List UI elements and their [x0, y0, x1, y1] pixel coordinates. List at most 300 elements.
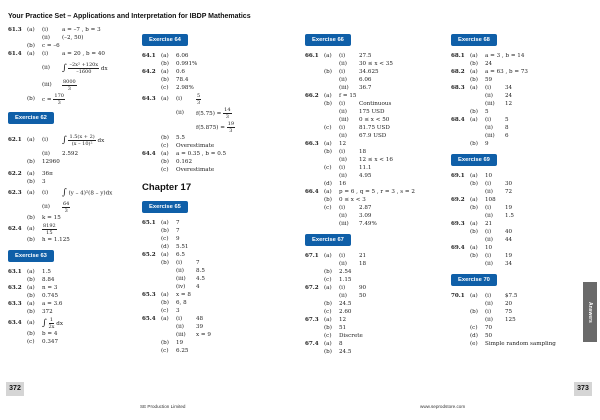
answer-row	[8, 268, 136, 276]
subpart-label: (i)	[176, 316, 183, 322]
answer-row	[142, 235, 292, 243]
answer-row	[451, 228, 591, 236]
answer-value: 72	[505, 189, 513, 195]
answer-value: 9	[176, 236, 180, 242]
answer-value: c = –6	[42, 43, 60, 49]
answer-row	[451, 188, 591, 196]
part-label: (a)	[324, 93, 332, 99]
answer-row	[305, 116, 445, 124]
part-label: (b)	[27, 179, 35, 185]
answer-value: x = 9	[196, 332, 211, 338]
answer-value: c = $\frac{170}{3}$	[42, 92, 64, 106]
answer-row	[451, 220, 591, 228]
part-label: (a)	[470, 53, 478, 59]
answer-value: f = 15	[339, 93, 357, 99]
answer-row	[451, 308, 591, 316]
answer-row	[305, 260, 445, 268]
answer-row	[305, 196, 445, 204]
subpart-label: (i)	[339, 253, 346, 259]
part-label: (d)	[324, 181, 332, 187]
subpart-label: (i)	[485, 253, 492, 259]
subpart-label: (ii)	[42, 151, 50, 157]
part-label: (b)	[161, 77, 169, 83]
answer-row	[8, 300, 136, 308]
answer-value: 12	[339, 317, 347, 323]
answer-value	[196, 93, 292, 106]
answer-value: 21	[359, 253, 367, 259]
answer-row	[451, 84, 591, 92]
question-number: 65.3	[142, 292, 156, 298]
integral-sign: ∫	[42, 318, 47, 328]
part-label: (b)	[161, 228, 169, 234]
question-number: 61.4	[8, 51, 22, 57]
answer-value: 11.1	[359, 165, 372, 171]
answer-row	[142, 243, 292, 251]
exercise-heading: Exercise 63	[8, 250, 54, 262]
answer-value: 1.5	[42, 269, 51, 275]
answer-value: f(5.875) = $\frac{19}{3}$	[196, 120, 235, 134]
answer-row	[305, 84, 445, 92]
subpart-label: (ii)	[339, 293, 347, 299]
subpart-label: (ii)	[485, 317, 493, 323]
answer-row	[451, 324, 591, 332]
answer-row	[305, 148, 445, 156]
answer-row	[8, 284, 136, 292]
exercise-heading: Exercise 67	[305, 234, 351, 246]
answer-row	[451, 92, 591, 100]
part-label: (c)	[161, 308, 169, 314]
fraction: $\frac{8000}{3}$	[63, 78, 76, 92]
answer-value: 10	[485, 173, 493, 179]
part-label: (a)	[27, 269, 35, 275]
fraction: $\frac{14}{3}$	[224, 106, 231, 120]
answer-row	[305, 68, 445, 76]
answer-value: 7	[196, 260, 200, 266]
part-label: (b)	[161, 61, 169, 67]
part-label: (a)	[27, 171, 35, 177]
question-number: 63.4	[8, 320, 22, 326]
subpart-label: (iv)	[176, 284, 186, 290]
answer-row	[305, 252, 445, 260]
part-label: (b)	[470, 309, 478, 315]
answer-row	[142, 227, 292, 235]
answer-value	[62, 79, 136, 92]
answer-row	[8, 26, 136, 34]
part-label: (a)	[470, 117, 478, 123]
question-number: 66.3	[305, 141, 319, 147]
part-label: (b)	[324, 69, 332, 75]
answer-value: 20	[505, 301, 513, 307]
answer-value: 4.5	[196, 276, 205, 282]
answer-value: 19	[176, 340, 184, 346]
answer-value: 67.9 USD	[359, 133, 387, 139]
answer-row	[305, 124, 445, 132]
answer-row	[451, 340, 591, 348]
subpart-label: (ii)	[485, 237, 493, 243]
answer-row	[305, 132, 445, 140]
fraction: $\frac{1.5(x + 2)}{\text{(x – 10)²}}$	[69, 133, 95, 147]
subpart-label: (i)	[339, 149, 346, 155]
answer-value: 50	[485, 333, 493, 339]
answer-value: ∫ $\frac{1.5(x + 2)}{\text{(x – 10)²}}$ dx	[62, 133, 105, 147]
question-number: 67.1	[305, 253, 319, 259]
answer-value: a = 3.6	[42, 301, 63, 307]
answer-value: 36π	[42, 171, 53, 177]
answer-row	[451, 52, 591, 60]
answer-value: 0.347	[42, 339, 59, 345]
answers-column-2	[142, 26, 292, 355]
answer-value: ∫ $\frac{\text{–2x² +120x}}{-1600}$ dx	[62, 61, 108, 75]
part-label: (a)	[324, 253, 332, 259]
answer-value: a = –7 , b = 3	[62, 27, 101, 33]
answer-value: 44	[505, 237, 513, 243]
question-number: 62.3	[8, 190, 22, 196]
answer-row	[142, 347, 292, 355]
part-label: (b)	[324, 349, 332, 355]
answer-value: 6.5	[176, 252, 185, 258]
part-label: (a)	[324, 141, 332, 147]
answer-value	[42, 223, 136, 236]
answer-row	[305, 204, 445, 212]
answer-row	[8, 42, 136, 50]
answer-value: 1.5	[505, 213, 514, 219]
answer-value: 0 ≤ x < 50	[359, 117, 390, 123]
answer-row	[8, 50, 136, 58]
answer-value: 12	[505, 101, 513, 107]
part-label: (b)	[470, 229, 478, 235]
part-label: (c)	[470, 325, 478, 331]
answer-row	[8, 338, 136, 346]
answer-row	[8, 276, 136, 284]
answer-value: 3	[42, 179, 46, 185]
answer-value: 48	[196, 316, 204, 322]
answer-row	[305, 276, 445, 284]
question-number: 62.4	[8, 226, 22, 232]
answer-row	[305, 340, 445, 348]
part-label: (c)	[161, 236, 169, 242]
answer-row	[8, 170, 136, 178]
part-label: (c)	[161, 143, 169, 149]
part-label: (a)	[27, 285, 35, 291]
question-number: 69.3	[451, 221, 465, 227]
answer-row	[8, 34, 136, 42]
answer-row	[142, 60, 292, 68]
part-label: (a)	[324, 189, 332, 195]
part-label: (a)	[324, 341, 332, 347]
part-label: (b)	[27, 159, 35, 165]
answer-value: 0.991%	[176, 61, 198, 67]
answer-value: 81.75 USD	[359, 125, 390, 131]
part-label: (c)	[324, 333, 332, 339]
answer-row	[8, 58, 136, 78]
answer-value: Simple random sampling	[485, 341, 556, 347]
answer-row	[305, 348, 445, 356]
part-label: (a)	[161, 53, 169, 59]
answer-value: Overestimate	[176, 143, 215, 149]
answer-value: 4	[196, 284, 200, 290]
fraction: $\frac{5}{3}$	[197, 92, 201, 106]
question-number: 61.3	[8, 27, 22, 33]
answer-row	[142, 150, 292, 158]
answer-value: h = 1.125	[42, 237, 70, 243]
answer-value: 12 ≤ x < 16	[359, 157, 393, 163]
integral-sign: ∫	[62, 135, 67, 145]
answer-row	[142, 251, 292, 259]
part-label: (b)	[470, 205, 478, 211]
answer-value: n = 3	[42, 285, 58, 291]
question-number: 65.2	[142, 252, 156, 258]
question-number: 67.4	[305, 341, 319, 347]
answer-value: 7.49%	[359, 221, 377, 227]
part-label: (b)	[470, 109, 478, 115]
part-label: (a)	[161, 69, 169, 75]
answer-value: 5	[505, 117, 509, 123]
answers-side-tab: Answers	[583, 282, 597, 342]
subpart-label: (i)	[42, 190, 49, 196]
answers-column-4	[451, 26, 591, 348]
answer-value: 1.15	[339, 277, 352, 283]
answer-row	[451, 196, 591, 204]
part-label: (b)	[27, 43, 35, 49]
answer-row	[451, 76, 591, 84]
answer-row	[451, 252, 591, 260]
part-label: (c)	[324, 277, 332, 283]
answer-value: $7.5	[505, 293, 518, 299]
answer-value: 2.592	[62, 151, 79, 157]
subpart-label: (i)	[485, 205, 492, 211]
answer-row	[8, 78, 136, 92]
answer-value: 34.625	[359, 69, 379, 75]
answer-value: 2.98%	[176, 85, 194, 91]
part-label: (a)	[161, 292, 169, 298]
answer-value: 16	[339, 181, 347, 187]
exercise-heading: Exercise 64	[142, 34, 188, 46]
answer-row	[305, 108, 445, 116]
part-label: (a)	[161, 96, 169, 102]
answer-value: 3.09	[359, 213, 372, 219]
part-label: (a)	[161, 316, 169, 322]
part-label: (b)	[470, 141, 478, 147]
part-label: (c)	[324, 205, 332, 211]
fraction: $\frac{64}{3}$	[63, 200, 70, 214]
answer-value: 24.5	[339, 349, 352, 355]
part-label: (a)	[161, 151, 169, 157]
answer-row	[8, 308, 136, 316]
answer-value: 6.06	[176, 53, 189, 59]
part-label: (c)	[161, 348, 169, 354]
answer-row	[305, 60, 445, 68]
answer-row	[451, 172, 591, 180]
answer-value: 108	[485, 197, 496, 203]
answer-row	[451, 108, 591, 116]
answer-value: 7	[176, 220, 180, 226]
answer-row	[305, 316, 445, 324]
answer-row	[305, 268, 445, 276]
question-number: 70.1	[451, 293, 465, 299]
answer-value: a = 3 , b = 14	[485, 53, 525, 59]
answer-value: a = 0.35 , b = 0.5	[176, 151, 227, 157]
question-number: 65.4	[142, 316, 156, 322]
answer-value: 18	[359, 261, 367, 267]
answer-row	[142, 259, 292, 267]
answer-value: Overestimate	[176, 167, 215, 173]
part-label: (b)	[27, 331, 35, 337]
answer-row	[142, 158, 292, 166]
fraction: $\frac{8192}{15}$	[43, 222, 56, 236]
answer-row	[142, 92, 292, 106]
subpart-label: (i)	[485, 229, 492, 235]
subpart-label: (i)	[339, 69, 346, 75]
question-number: 68.2	[451, 69, 465, 75]
answer-row	[142, 283, 292, 291]
question-number: 64.1	[142, 53, 156, 59]
subpart-label: (iii)	[42, 82, 52, 88]
subpart-label: (i)	[485, 117, 492, 123]
answer-value: 0.6	[176, 69, 185, 75]
subpart-label: (i)	[42, 137, 49, 143]
answer-value	[62, 201, 136, 214]
subpart-label: (ii)	[339, 77, 347, 83]
part-label: (c)	[324, 309, 332, 315]
answer-row	[305, 332, 445, 340]
part-label: (b)	[27, 277, 35, 283]
subpart-label: (ii)	[485, 261, 493, 267]
part-label: (c)	[161, 167, 169, 173]
answers-column-3	[305, 26, 445, 356]
answer-row	[142, 120, 292, 134]
answer-value: 40	[505, 229, 513, 235]
part-label: (b)	[470, 77, 478, 83]
subpart-label: (i)	[485, 181, 492, 187]
part-label: (a)	[27, 320, 35, 326]
subpart-label: (ii)	[339, 173, 347, 179]
question-number: 68.4	[451, 117, 465, 123]
subpart-label: (iii)	[339, 85, 349, 91]
question-number: 65.1	[142, 220, 156, 226]
left-page-number: 372	[6, 382, 24, 396]
chapter-title: Chapter 17	[142, 182, 192, 193]
answer-value: 70	[485, 325, 493, 331]
answer-row	[8, 222, 136, 236]
answer-row	[305, 100, 445, 108]
part-label: (b)	[27, 237, 35, 243]
question-number: 63.1	[8, 269, 22, 275]
question-number: 64.2	[142, 69, 156, 75]
subpart-label: (iii)	[485, 101, 495, 107]
answer-row	[142, 275, 292, 283]
answer-value: 27.5	[359, 53, 372, 59]
answer-row	[8, 158, 136, 166]
answer-row	[451, 316, 591, 324]
part-label: (d)	[470, 333, 478, 339]
part-label: (a)	[470, 245, 478, 251]
part-label: (a)	[161, 252, 169, 258]
answer-row	[8, 330, 136, 338]
subpart-label: (ii)	[339, 61, 347, 67]
answer-value: 8	[339, 341, 343, 347]
question-number: 63.2	[8, 285, 22, 291]
subpart-label: (ii)	[485, 125, 493, 131]
part-label: (e)	[470, 341, 478, 347]
answer-row	[142, 68, 292, 76]
answer-row	[451, 60, 591, 68]
exercise-heading: Exercise 66	[305, 34, 351, 46]
part-label: (b)	[324, 197, 332, 203]
question-number: 62.2	[8, 171, 22, 177]
answer-row	[142, 307, 292, 315]
part-label: (b)	[470, 61, 478, 67]
right-page-number: 373	[574, 382, 592, 396]
answer-value: 39	[196, 324, 204, 330]
question-number: 66.2	[305, 93, 319, 99]
answer-value: Continuous	[359, 101, 392, 107]
answer-row	[305, 300, 445, 308]
answer-row	[8, 316, 136, 330]
answer-row	[8, 292, 136, 300]
answer-row	[8, 186, 136, 200]
answer-row	[451, 140, 591, 148]
subpart-label: (ii)	[485, 213, 493, 219]
answer-value: 9	[485, 141, 489, 147]
question-number: 67.3	[305, 317, 319, 323]
answer-row	[305, 156, 445, 164]
fraction: $\frac{1}{2x}$	[48, 316, 55, 330]
answer-value: 19	[505, 205, 513, 211]
question-number: 68.3	[451, 85, 465, 91]
answer-value: 0 ≤ x < 3	[339, 197, 366, 203]
subpart-label: (i)	[485, 293, 492, 299]
part-label: (b)	[470, 181, 478, 187]
answer-row	[142, 166, 292, 174]
part-label: (b)	[27, 215, 35, 221]
answers-column-1	[8, 26, 136, 346]
part-label: (b)	[161, 135, 169, 141]
question-number: 69.1	[451, 173, 465, 179]
question-number: 63.3	[8, 301, 22, 307]
answer-value: 8	[505, 125, 509, 131]
answer-row	[451, 212, 591, 220]
answer-row	[451, 116, 591, 124]
question-number: 68.1	[451, 53, 465, 59]
subpart-label: (ii)	[485, 189, 493, 195]
subpart-label: (iii)	[176, 332, 186, 338]
answer-row	[305, 292, 445, 300]
part-label: (b)	[324, 149, 332, 155]
answer-value: 12	[339, 141, 347, 147]
answer-value: 2.87	[359, 205, 372, 211]
answer-row	[451, 292, 591, 300]
answer-row	[8, 130, 136, 150]
answer-value: 6.25	[176, 348, 189, 354]
fraction: $\frac{19}{3}$	[227, 120, 235, 134]
question-number: 67.2	[305, 285, 319, 291]
part-label: (a)	[470, 293, 478, 299]
answer-value: (–2, 50)	[62, 35, 84, 41]
answer-value: 4.95	[359, 173, 372, 179]
subpart-label: (ii)	[485, 301, 493, 307]
answer-row	[451, 204, 591, 212]
answer-row	[142, 142, 292, 150]
answer-row	[305, 92, 445, 100]
answer-value: 59	[485, 77, 493, 83]
question-number: 64.3	[142, 96, 156, 102]
subpart-label: (ii)	[176, 110, 184, 116]
answer-value: 8.5	[196, 268, 205, 274]
answer-value: ∫ (y – 4)²(8 – y)dx	[62, 187, 113, 198]
answer-row	[8, 92, 136, 106]
subpart-label: (i)	[42, 27, 49, 33]
question-number: 69.4	[451, 245, 465, 251]
